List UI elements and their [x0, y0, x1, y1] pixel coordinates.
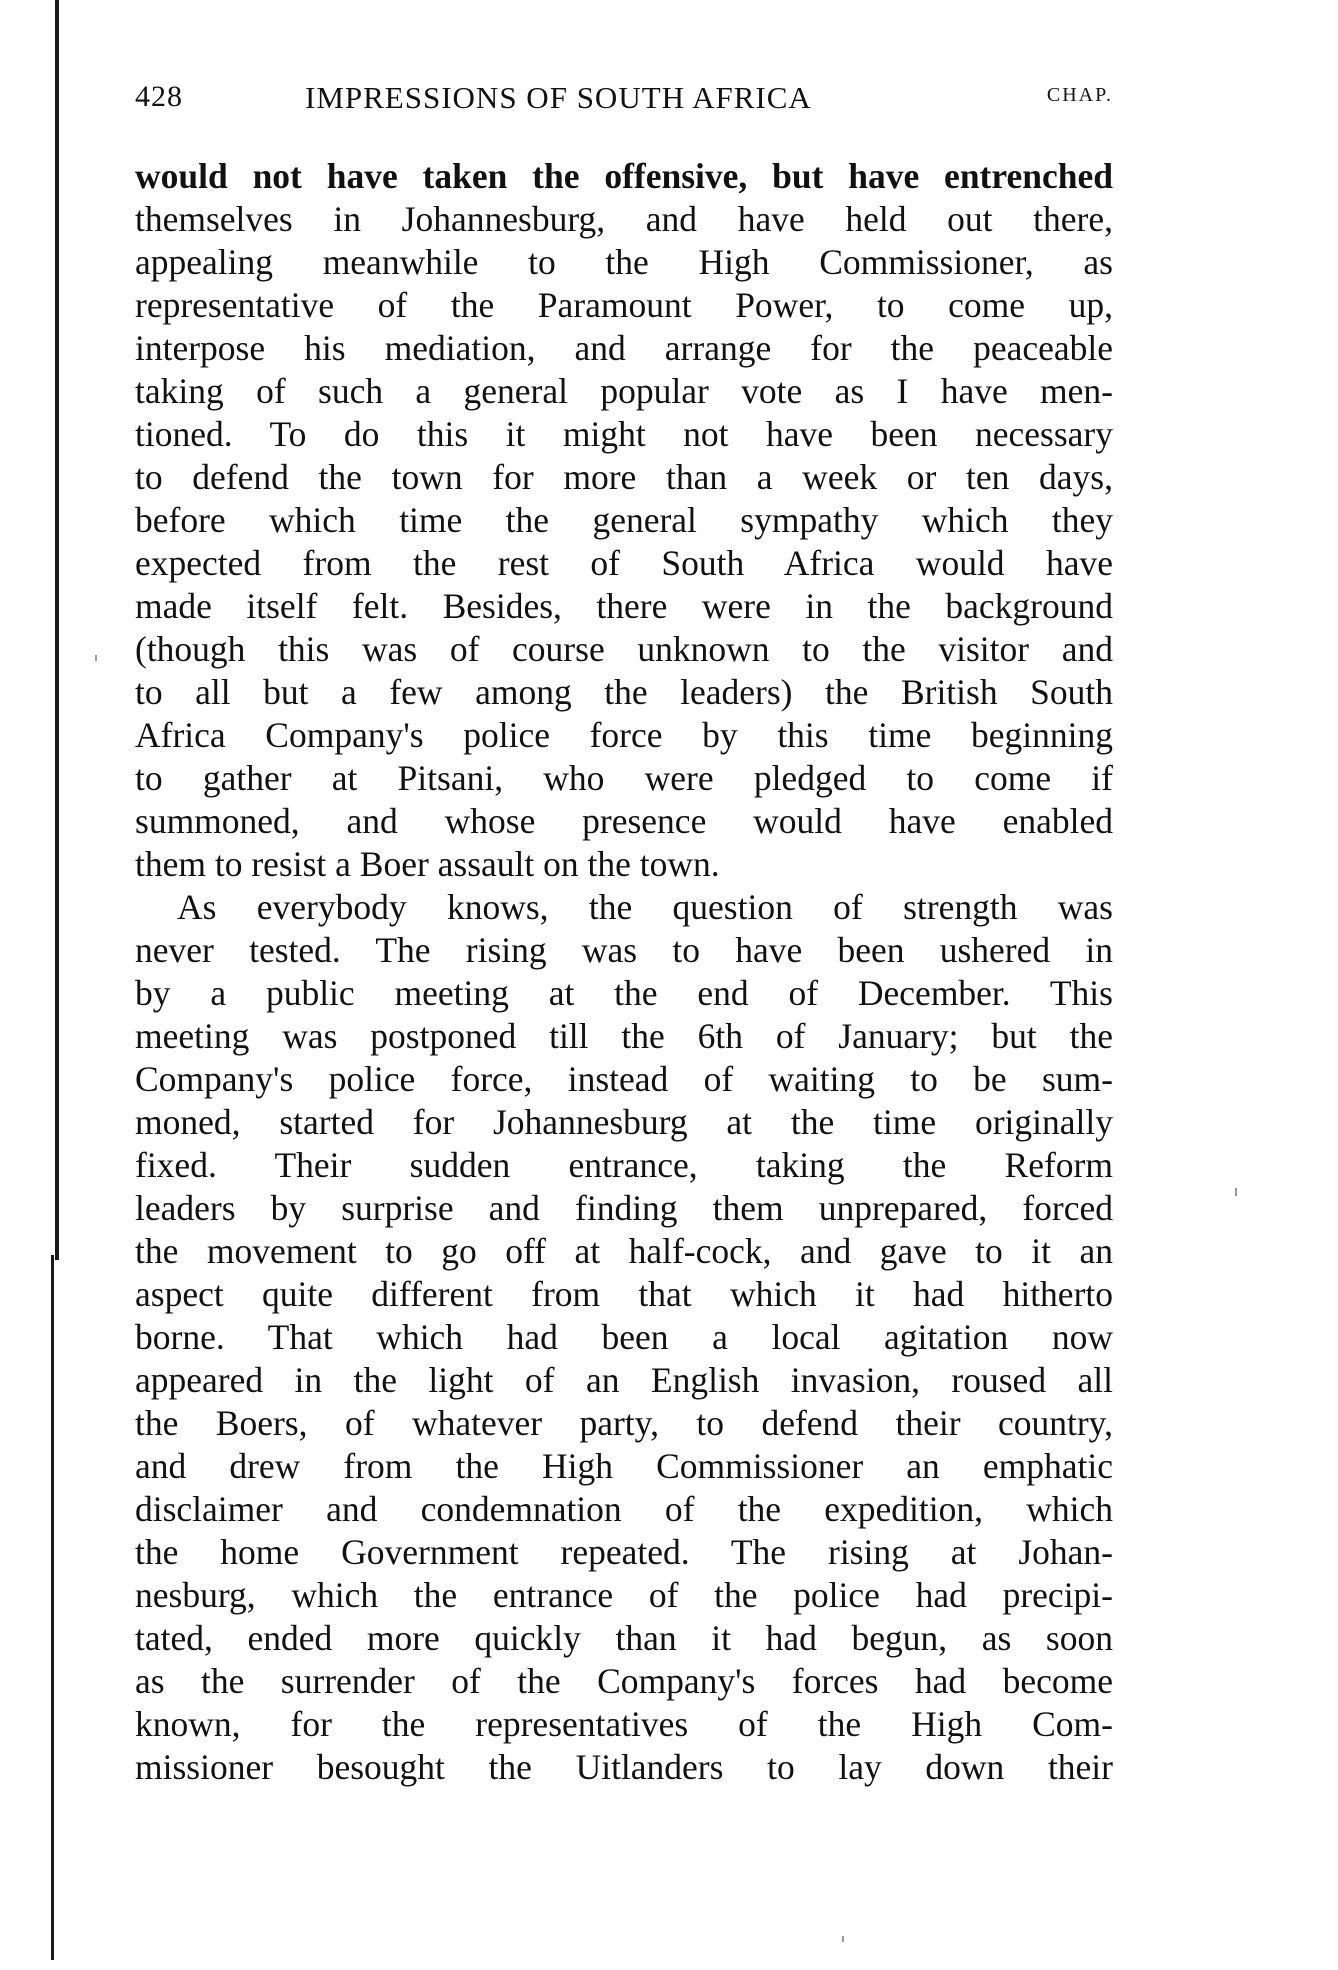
text-line: moned, started for Johannesburg at the time originally: [135, 1102, 1113, 1142]
page-number: 428: [135, 80, 183, 113]
scan-gutter-line-lower: [51, 1255, 54, 1960]
text-line: the movement to go off at half-cock, and gave to it an: [135, 1231, 1113, 1271]
scan-speck: [95, 655, 97, 661]
text-line: As everybody knows, the question of strength was: [177, 887, 1113, 927]
scan-speck: [842, 1936, 844, 1942]
text-line: disclaimer and condemnation of the expedition, which: [135, 1489, 1113, 1529]
text-line: leaders by surprise and finding them unprepared, forced: [135, 1188, 1113, 1228]
text-line: missioner besought the Uitlanders to lay down their: [135, 1747, 1113, 1787]
text-line: aspect quite different from that which it had hitherto: [135, 1274, 1113, 1314]
text-line: fixed. Their sudden entrance, taking the Reform: [135, 1145, 1113, 1185]
text-line: by a public meeting at the end of December. This: [135, 973, 1113, 1013]
text-line: themselves in Johannesburg, and have held out there,: [135, 199, 1113, 239]
running-title: IMPRESSIONS OF SOUTH AFRICA: [305, 80, 812, 115]
page-header: [135, 80, 1113, 120]
text-line: before which time the general sympathy which they: [135, 500, 1113, 540]
text-line: summoned, and whose presence would have enabled: [135, 801, 1113, 841]
text-line: borne. That which had been a local agitation now: [135, 1317, 1113, 1357]
text-line: to all but a few among the leaders) the British South: [135, 672, 1113, 712]
text-line: nesburg, which the entrance of the police had precipi-: [135, 1575, 1113, 1615]
body-text: [135, 155, 1113, 1789]
text-line: (though this was of course unknown to the visitor and: [135, 629, 1113, 669]
text-line: representative of the Paramount Power, to come up,: [135, 285, 1113, 325]
text-line: appealing meanwhile to the High Commissioner, as: [135, 242, 1113, 282]
text-line: Company's police force, instead of waiting to be sum-: [135, 1059, 1113, 1099]
text-line: Africa Company's police force by this time beginning: [135, 715, 1113, 755]
text-line: them to resist a Boer assault on the town.: [135, 844, 720, 884]
text-line: made itself felt. Besides, there were in the background: [135, 586, 1113, 626]
text-line: meeting was postponed till the 6th of January; but the: [135, 1016, 1113, 1056]
text-line: to defend the town for more than a week or ten days,: [135, 457, 1113, 497]
text-line: never tested. The rising was to have been ushered in: [135, 930, 1113, 970]
text-line: taking of such a general popular vote as I have men-: [135, 371, 1113, 411]
scan-gutter-line: [55, 0, 59, 1260]
text-line: interpose his mediation, and arrange for the peaceable: [135, 328, 1113, 368]
text-line: and drew from the High Commissioner an emphatic: [135, 1446, 1113, 1486]
scan-speck: [1235, 1188, 1237, 1196]
text-line: the Boers, of whatever party, to defend their country,: [135, 1403, 1113, 1443]
paragraph: [135, 886, 1113, 1789]
text-line: appeared in the light of an English invasion, roused all: [135, 1360, 1113, 1400]
paragraph: [135, 155, 1113, 886]
text-line: would not have taken the offensive, but have entrenched: [135, 156, 1113, 196]
text-line: tated, ended more quickly than it had begun, as soon: [135, 1618, 1113, 1658]
text-line: expected from the rest of South Africa would have: [135, 543, 1113, 583]
text-line: known, for the representatives of the High Com-: [135, 1704, 1113, 1744]
text-line: as the surrender of the Company's forces had become: [135, 1661, 1113, 1701]
text-line: tioned. To do this it might not have been necessary: [135, 414, 1113, 454]
page-binding-edge: [0, 0, 8, 1970]
text-line: the home Government repeated. The rising at Johan-: [135, 1532, 1113, 1572]
chapter-label: CHAP.: [1046, 84, 1113, 106]
text-line: to gather at Pitsani, who were pledged to come if: [135, 758, 1113, 798]
